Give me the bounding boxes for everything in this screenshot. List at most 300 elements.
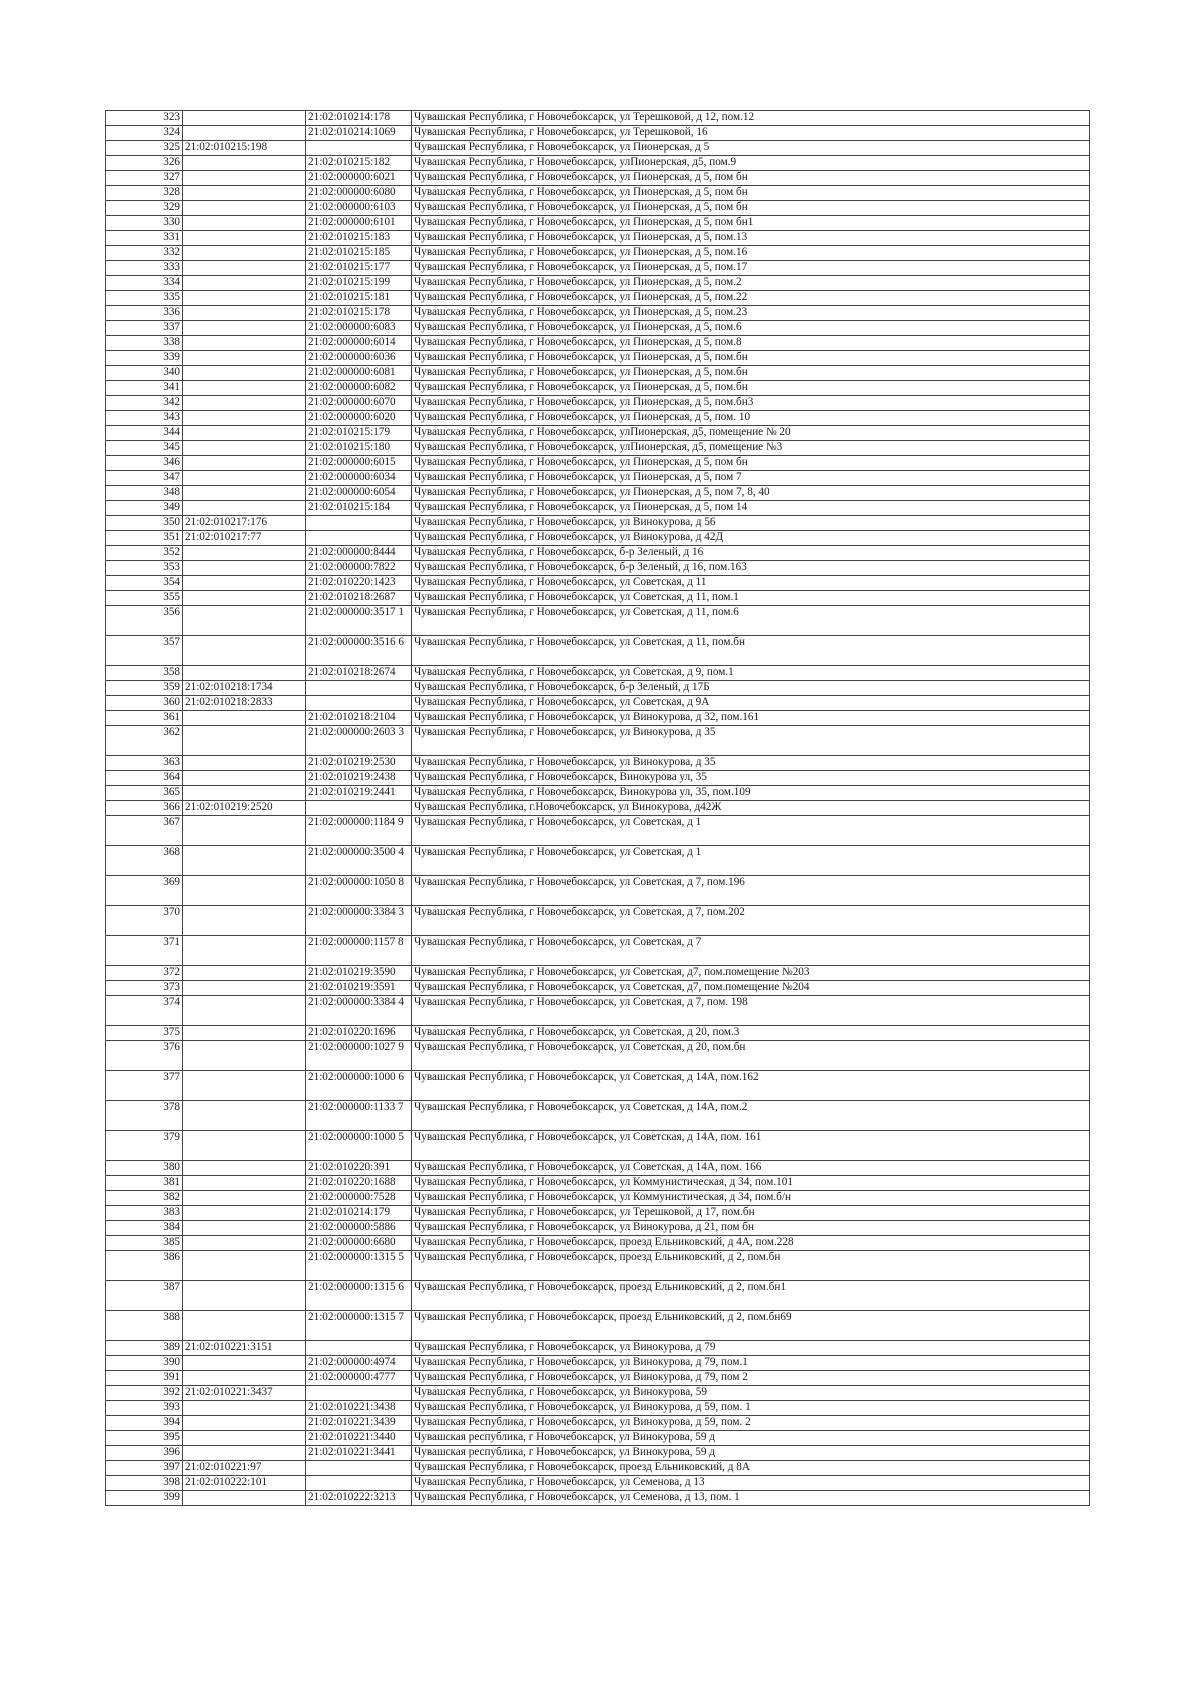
table-row [106, 591, 1090, 606]
table-row [106, 1221, 1090, 1236]
row-number-cell: 375 [106, 1026, 183, 1041]
premises-cadastral-cell: 21:02:010221:3438 [306, 1401, 412, 1416]
row-number-cell: 338 [106, 336, 183, 351]
address-cell: Чувашская Республика, г Новочебоксарск, проезд Ельниковский, д 8А [412, 1461, 1090, 1476]
table-row [106, 1071, 1090, 1101]
parcel-cadastral-cell [183, 1161, 306, 1176]
row-number-cell: 361 [106, 711, 183, 726]
table-row [106, 1416, 1090, 1431]
parcel-cadastral-cell [183, 1026, 306, 1041]
table-row [106, 1026, 1090, 1041]
premises-cadastral-cell: 21:02:010215:184 [306, 501, 412, 516]
parcel-cadastral-cell [183, 441, 306, 456]
parcel-cadastral-cell [183, 396, 306, 411]
table-row [106, 1101, 1090, 1131]
address-cell: Чувашская Республика, г Новочебоксарск, ул Пионерская, д 5, пом.16 [412, 246, 1090, 261]
row-number-cell: 347 [106, 471, 183, 486]
parcel-cadastral-cell [183, 786, 306, 801]
table-row [106, 276, 1090, 291]
address-cell: Чувашская республика, г Новочебоксарск, ул Винокурова, 59 д [412, 1431, 1090, 1446]
parcel-cadastral-cell [183, 981, 306, 996]
row-number-cell: 326 [106, 156, 183, 171]
parcel-cadastral-cell: 21:02:010218:1734 [183, 681, 306, 696]
premises-cadastral-cell: 21:02:010215:181 [306, 291, 412, 306]
row-number-cell: 379 [106, 1131, 183, 1161]
premises-cadastral-cell: 21:02:010221:3439 [306, 1416, 412, 1431]
table-row [106, 1191, 1090, 1206]
parcel-cadastral-cell [183, 186, 306, 201]
parcel-cadastral-cell [183, 1101, 306, 1131]
table-row [106, 381, 1090, 396]
table-row [106, 486, 1090, 501]
row-number-cell: 328 [106, 186, 183, 201]
row-number-cell: 363 [106, 756, 183, 771]
table-row [106, 396, 1090, 411]
address-cell: Чувашская Республика, г Новочебоксарск, ул Советская, д 14А, пом.162 [412, 1071, 1090, 1101]
row-number-cell: 364 [106, 771, 183, 786]
address-cell: Чувашская Республика, г Новочебоксарск, ул Винокурова, д 32, пом.161 [412, 711, 1090, 726]
parcel-cadastral-cell [183, 1356, 306, 1371]
premises-cadastral-cell: 21:02:010220:1696 [306, 1026, 412, 1041]
parcel-cadastral-cell [183, 846, 306, 876]
row-number-cell: 380 [106, 1161, 183, 1176]
address-cell: Чувашская Республика, г Новочебоксарск, ул Семенова, д 13, пом. 1 [412, 1491, 1090, 1506]
parcel-cadastral-cell [183, 351, 306, 366]
premises-cadastral-cell: 21:02:000000:1157 8 [306, 936, 412, 966]
address-cell: Чувашская Республика, г Новочебоксарск, ул Пионерская, д 5, пом 7, 8, 40 [412, 486, 1090, 501]
premises-cadastral-cell: 21:02:000000:8444 [306, 546, 412, 561]
address-cell: Чувашская Республика, г Новочебоксарск, Винокурова ул, 35 [412, 771, 1090, 786]
parcel-cadastral-cell [183, 771, 306, 786]
table-row [106, 171, 1090, 186]
premises-cadastral-cell: 21:02:000000:3516 6 [306, 636, 412, 666]
row-number-cell: 365 [106, 786, 183, 801]
parcel-cadastral-cell [183, 1221, 306, 1236]
row-number-cell: 346 [106, 456, 183, 471]
table-row [106, 681, 1090, 696]
row-number-cell: 396 [106, 1446, 183, 1461]
row-number-cell: 366 [106, 801, 183, 816]
premises-cadastral-cell: 21:02:000000:6021 [306, 171, 412, 186]
table-row [106, 1131, 1090, 1161]
row-number-cell: 398 [106, 1476, 183, 1491]
parcel-cadastral-cell [183, 966, 306, 981]
table-row [106, 606, 1090, 636]
table-row [106, 1356, 1090, 1371]
parcel-cadastral-cell [183, 1176, 306, 1191]
premises-cadastral-cell: 21:02:000000:6083 [306, 321, 412, 336]
address-cell: Чувашская Республика, г Новочебоксарск, ул Советская, д7, пом.помещение №204 [412, 981, 1090, 996]
address-cell: Чувашская Республика, г Новочебоксарск, ул Пионерская, д 5, пом.6 [412, 321, 1090, 336]
table-row [106, 846, 1090, 876]
premises-cadastral-cell: 21:02:010219:3591 [306, 981, 412, 996]
premises-cadastral-cell: 21:02:010219:2438 [306, 771, 412, 786]
row-number-cell: 324 [106, 126, 183, 141]
row-number-cell: 335 [106, 291, 183, 306]
address-cell: Чувашская Республика, г Новочебоксарск, ул Пионерская, д 5, пом.8 [412, 336, 1090, 351]
parcel-cadastral-cell [183, 936, 306, 966]
parcel-cadastral-cell [183, 126, 306, 141]
premises-cadastral-cell: 21:02:010221:3441 [306, 1446, 412, 1461]
parcel-cadastral-cell [183, 726, 306, 756]
row-number-cell: 332 [106, 246, 183, 261]
row-number-cell: 386 [106, 1251, 183, 1281]
address-cell: Чувашская Республика, г Новочебоксарск, ул Винокурова, д 56 [412, 516, 1090, 531]
parcel-cadastral-cell [183, 1041, 306, 1071]
parcel-cadastral-cell [183, 816, 306, 846]
table-row [106, 1386, 1090, 1401]
address-cell: Чувашская Республика, г Новочебоксарск, ул Советская, д 9, пом.1 [412, 666, 1090, 681]
table-row [106, 1236, 1090, 1251]
premises-cadastral-cell: 21:02:000000:1000 5 [306, 1131, 412, 1161]
parcel-cadastral-cell: 21:02:010219:2520 [183, 801, 306, 816]
table-row [106, 366, 1090, 381]
row-number-cell: 337 [106, 321, 183, 336]
parcel-cadastral-cell [183, 1281, 306, 1311]
parcel-cadastral-cell [183, 1431, 306, 1446]
premises-cadastral-cell: 21:02:000000:6036 [306, 351, 412, 366]
table-row [106, 456, 1090, 471]
premises-cadastral-cell: 21:02:000000:1000 6 [306, 1071, 412, 1101]
premises-cadastral-cell: 21:02:010215:199 [306, 276, 412, 291]
parcel-cadastral-cell [183, 231, 306, 246]
table-row [106, 756, 1090, 771]
premises-cadastral-cell: 21:02:010218:2104 [306, 711, 412, 726]
parcel-cadastral-cell [183, 246, 306, 261]
parcel-cadastral-cell [183, 291, 306, 306]
row-number-cell: 367 [106, 816, 183, 846]
table-row [106, 876, 1090, 906]
premises-cadastral-cell: 21:02:010214:1069 [306, 126, 412, 141]
address-cell: Чувашская Республика, г Новочебоксарск, ул Винокурова, д 35 [412, 756, 1090, 771]
row-number-cell: 343 [106, 411, 183, 426]
table-row [106, 561, 1090, 576]
table-row [106, 1041, 1090, 1071]
parcel-cadastral-cell [183, 1416, 306, 1431]
parcel-cadastral-cell [183, 426, 306, 441]
row-number-cell: 371 [106, 936, 183, 966]
register-table-body [106, 111, 1090, 1506]
parcel-cadastral-cell [183, 1371, 306, 1386]
address-cell: Чувашская Республика, г Новочебоксарск, ул Коммунистическая, д 34, пом.б/н [412, 1191, 1090, 1206]
premises-cadastral-cell: 21:02:010219:2441 [306, 786, 412, 801]
address-cell: Чувашская Республика, г Новочебоксарск, ул Семенова, д 13 [412, 1476, 1090, 1491]
parcel-cadastral-cell [183, 546, 306, 561]
address-cell: Чувашская Республика, г Новочебоксарск, ул Пионерская, д 5, пом 14 [412, 501, 1090, 516]
parcel-cadastral-cell [183, 591, 306, 606]
row-number-cell: 392 [106, 1386, 183, 1401]
parcel-cadastral-cell [183, 1206, 306, 1221]
premises-cadastral-cell [306, 1461, 412, 1476]
table-row [106, 906, 1090, 936]
table-row [106, 981, 1090, 996]
row-number-cell: 342 [106, 396, 183, 411]
address-cell: Чувашская Республика, г Новочебоксарск, улПионерская, д5, помещение №3 [412, 441, 1090, 456]
address-cell: Чувашская Республика, г Новочебоксарск, ул Советская, д 11, пом.бн [412, 636, 1090, 666]
parcel-cadastral-cell [183, 366, 306, 381]
row-number-cell: 345 [106, 441, 183, 456]
address-cell: Чувашская Республика, г Новочебоксарск, ул Советская, д 14А, пом. 161 [412, 1131, 1090, 1161]
premises-cadastral-cell: 21:02:010215:182 [306, 156, 412, 171]
row-number-cell: 382 [106, 1191, 183, 1206]
table-row [106, 996, 1090, 1026]
premises-cadastral-cell: 21:02:000000:6080 [306, 186, 412, 201]
row-number-cell: 356 [106, 606, 183, 636]
address-cell: Чувашская Республика, г Новочебоксарск, ул Пионерская, д 5, пом бн1 [412, 216, 1090, 231]
row-number-cell: 378 [106, 1101, 183, 1131]
premises-cadastral-cell: 21:02:000000:7822 [306, 561, 412, 576]
parcel-cadastral-cell [183, 561, 306, 576]
table-row [106, 1431, 1090, 1446]
row-number-cell: 372 [106, 966, 183, 981]
table-row [106, 1476, 1090, 1491]
premises-cadastral-cell [306, 531, 412, 546]
row-number-cell: 334 [106, 276, 183, 291]
premises-cadastral-cell: 21:02:000000:1315 5 [306, 1251, 412, 1281]
row-number-cell: 344 [106, 426, 183, 441]
address-cell: Чувашская Республика, г Новочебоксарск, ул Винокурова, д 21, пом бн [412, 1221, 1090, 1236]
row-number-cell: 340 [106, 366, 183, 381]
table-row [106, 1176, 1090, 1191]
premises-cadastral-cell [306, 801, 412, 816]
premises-cadastral-cell: 21:02:000000:6070 [306, 396, 412, 411]
row-number-cell: 325 [106, 141, 183, 156]
row-number-cell: 397 [106, 1461, 183, 1476]
table-row [106, 966, 1090, 981]
row-number-cell: 330 [106, 216, 183, 231]
parcel-cadastral-cell [183, 576, 306, 591]
parcel-cadastral-cell: 21:02:010217:176 [183, 516, 306, 531]
row-number-cell: 357 [106, 636, 183, 666]
row-number-cell: 336 [106, 306, 183, 321]
table-row [106, 801, 1090, 816]
address-cell: Чувашская Республика, г Новочебоксарск, ул Пионерская, д 5, пом бн [412, 186, 1090, 201]
parcel-cadastral-cell [183, 1071, 306, 1101]
table-row [106, 336, 1090, 351]
table-row [106, 201, 1090, 216]
address-cell: Чувашская Республика, г Новочебоксарск, ул Пионерская, д 5, пом.бн [412, 351, 1090, 366]
parcel-cadastral-cell [183, 411, 306, 426]
table-row [106, 471, 1090, 486]
row-number-cell: 355 [106, 591, 183, 606]
parcel-cadastral-cell [183, 666, 306, 681]
address-cell: Чувашская Республика, г Новочебоксарск, улПионерская, д5, помещение № 20 [412, 426, 1090, 441]
address-cell: Чувашская Республика, г Новочебоксарск, ул Советская, д 7, пом.196 [412, 876, 1090, 906]
premises-cadastral-cell [306, 141, 412, 156]
table-row [106, 411, 1090, 426]
row-number-cell: 349 [106, 501, 183, 516]
address-cell: Чувашская Республика, г Новочебоксарск, ул Советская, д 9А [412, 696, 1090, 711]
address-cell: Чувашская Республика, г Новочебоксарск, ул Советская, д 14А, пом.2 [412, 1101, 1090, 1131]
table-row [106, 1341, 1090, 1356]
address-cell: Чувашская Республика, г Новочебоксарск, проезд Ельниковский, д 4А, пом.228 [412, 1236, 1090, 1251]
address-cell: Чувашская Республика, г Новочебоксарск, ул Советская, д 11, пом.1 [412, 591, 1090, 606]
row-number-cell: 368 [106, 846, 183, 876]
premises-cadastral-cell: 21:02:000000:6680 [306, 1236, 412, 1251]
row-number-cell: 339 [106, 351, 183, 366]
table-row [106, 666, 1090, 681]
table-row [106, 1206, 1090, 1221]
premises-cadastral-cell: 21:02:010221:3440 [306, 1431, 412, 1446]
parcel-cadastral-cell [183, 606, 306, 636]
row-number-cell: 329 [106, 201, 183, 216]
premises-cadastral-cell: 21:02:000000:1133 7 [306, 1101, 412, 1131]
parcel-cadastral-cell [183, 261, 306, 276]
premises-cadastral-cell [306, 1386, 412, 1401]
row-number-cell: 354 [106, 576, 183, 591]
address-cell: Чувашская Республика, г Новочебоксарск, ул Пионерская, д 5, пом бн [412, 171, 1090, 186]
table-row [106, 1281, 1090, 1311]
parcel-cadastral-cell [183, 1311, 306, 1341]
premises-cadastral-cell: 21:02:000000:6014 [306, 336, 412, 351]
table-row [106, 186, 1090, 201]
row-number-cell: 395 [106, 1431, 183, 1446]
address-cell: Чувашская Республика, г Новочебоксарск, ул Пионерская, д 5, пом.бн [412, 366, 1090, 381]
row-number-cell: 373 [106, 981, 183, 996]
table-row [106, 126, 1090, 141]
parcel-cadastral-cell: 21:02:010221:3151 [183, 1341, 306, 1356]
parcel-cadastral-cell: 21:02:010221:97 [183, 1461, 306, 1476]
row-number-cell: 360 [106, 696, 183, 711]
row-number-cell: 348 [106, 486, 183, 501]
address-cell: Чувашская Республика, г Новочебоксарск, ул Пионерская, д 5, пом 7 [412, 471, 1090, 486]
premises-cadastral-cell [306, 516, 412, 531]
table-row [106, 291, 1090, 306]
premises-cadastral-cell: 21:02:010215:185 [306, 246, 412, 261]
address-cell: Чувашская Республика, г Новочебоксарск, ул Пионерская, д 5, пом бн [412, 201, 1090, 216]
row-number-cell: 381 [106, 1176, 183, 1191]
parcel-cadastral-cell: 21:02:010222:101 [183, 1476, 306, 1491]
address-cell: Чувашская Республика, г Новочебоксарск, ул Винокурова, д 79, пом.1 [412, 1356, 1090, 1371]
premises-cadastral-cell: 21:02:000000:6054 [306, 486, 412, 501]
table-row [106, 261, 1090, 276]
premises-cadastral-cell: 21:02:010215:180 [306, 441, 412, 456]
table-row [106, 771, 1090, 786]
address-cell: Чувашская Республика, г Новочебоксарск, ул Советская, д 14А, пом. 166 [412, 1161, 1090, 1176]
address-cell: Чувашская Республика, г Новочебоксарск, ул Пионерская, д 5, пом.23 [412, 306, 1090, 321]
address-cell: Чувашская Республика, г Новочебоксарск, ул Винокурова, д 79, пом 2 [412, 1371, 1090, 1386]
property-register-table [105, 110, 1090, 1506]
parcel-cadastral-cell [183, 636, 306, 666]
premises-cadastral-cell: 21:02:010214:179 [306, 1206, 412, 1221]
row-number-cell: 362 [106, 726, 183, 756]
premises-cadastral-cell: 21:02:000000:2603 3 [306, 726, 412, 756]
premises-cadastral-cell: 21:02:010215:177 [306, 261, 412, 276]
premises-cadastral-cell: 21:02:010222:3213 [306, 1491, 412, 1506]
premises-cadastral-cell: 21:02:000000:7528 [306, 1191, 412, 1206]
premises-cadastral-cell: 21:02:000000:6034 [306, 471, 412, 486]
address-cell: Чувашская Республика, г Новочебоксарск, ул Советская, д 7, пом. 198 [412, 996, 1090, 1026]
premises-cadastral-cell: 21:02:010220:1688 [306, 1176, 412, 1191]
parcel-cadastral-cell [183, 171, 306, 186]
parcel-cadastral-cell: 21:02:010218:2833 [183, 696, 306, 711]
table-row [106, 111, 1090, 126]
address-cell: Чувашская Республика, г Новочебоксарск, Винокурова ул, 35, пом.109 [412, 786, 1090, 801]
address-cell: Чувашская Республика, г Новочебоксарск, ул Терешковой, д 12, пом.12 [412, 111, 1090, 126]
parcel-cadastral-cell [183, 1236, 306, 1251]
parcel-cadastral-cell: 21:02:010221:3437 [183, 1386, 306, 1401]
address-cell: Чувашская Республика, г Новочебоксарск, ул Пионерская, д 5, пом.2 [412, 276, 1090, 291]
row-number-cell: 388 [106, 1311, 183, 1341]
parcel-cadastral-cell [183, 216, 306, 231]
parcel-cadastral-cell [183, 1401, 306, 1416]
address-cell: Чувашская Республика, г Новочебоксарск, ул Терешковой, 16 [412, 126, 1090, 141]
address-cell: Чувашская Республика, г Новочебоксарск, ул Винокурова, д 59, пом. 2 [412, 1416, 1090, 1431]
row-number-cell: 399 [106, 1491, 183, 1506]
table-row [106, 321, 1090, 336]
parcel-cadastral-cell [183, 201, 306, 216]
premises-cadastral-cell: 21:02:000000:1315 7 [306, 1311, 412, 1341]
row-number-cell: 376 [106, 1041, 183, 1071]
row-number-cell: 359 [106, 681, 183, 696]
premises-cadastral-cell: 21:02:010219:2530 [306, 756, 412, 771]
row-number-cell: 353 [106, 561, 183, 576]
parcel-cadastral-cell [183, 906, 306, 936]
table-row [106, 426, 1090, 441]
premises-cadastral-cell: 21:02:010220:391 [306, 1161, 412, 1176]
premises-cadastral-cell: 21:02:010215:183 [306, 231, 412, 246]
table-row [106, 156, 1090, 171]
row-number-cell: 391 [106, 1371, 183, 1386]
table-row [106, 246, 1090, 261]
table-row [106, 501, 1090, 516]
address-cell: Чувашская Республика, г Новочебоксарск, ул Винокурова, д 42Д [412, 531, 1090, 546]
premises-cadastral-cell [306, 1341, 412, 1356]
address-cell: Чувашская Республика, г Новочебоксарск, ул Винокурова, д 35 [412, 726, 1090, 756]
premises-cadastral-cell [306, 1476, 412, 1491]
premises-cadastral-cell: 21:02:000000:3384 4 [306, 996, 412, 1026]
row-number-cell: 351 [106, 531, 183, 546]
table-row [106, 1461, 1090, 1476]
table-row [106, 306, 1090, 321]
table-row [106, 711, 1090, 726]
parcel-cadastral-cell: 21:02:010217:77 [183, 531, 306, 546]
address-cell: Чувашская Республика, г Новочебоксарск, ул Советская, д 11 [412, 576, 1090, 591]
row-number-cell: 370 [106, 906, 183, 936]
table-row [106, 1251, 1090, 1281]
premises-cadastral-cell: 21:02:000000:6101 [306, 216, 412, 231]
parcel-cadastral-cell [183, 486, 306, 501]
row-number-cell: 374 [106, 996, 183, 1026]
table-row [106, 351, 1090, 366]
row-number-cell: 327 [106, 171, 183, 186]
address-cell: Чувашская Республика, г Новочебоксарск, ул Советская, д 7, пом.202 [412, 906, 1090, 936]
parcel-cadastral-cell [183, 501, 306, 516]
address-cell: Чувашская Республика, г.Новочебоксарск, ул Винокурова, д42Ж [412, 801, 1090, 816]
table-row [106, 1371, 1090, 1386]
address-cell: Чувашская Республика, г Новочебоксарск, б-р Зеленый, д 16 [412, 546, 1090, 561]
address-cell: Чувашская Республика, г Новочебоксарск, ул Советская, д 20, пом.3 [412, 1026, 1090, 1041]
row-number-cell: 350 [106, 516, 183, 531]
premises-cadastral-cell: 21:02:000000:3500 4 [306, 846, 412, 876]
address-cell: Чувашская Республика, г Новочебоксарск, ул Советская, д 11, пом.6 [412, 606, 1090, 636]
row-number-cell: 390 [106, 1356, 183, 1371]
table-row [106, 141, 1090, 156]
address-cell: Чувашская Республика, г Новочебоксарск, улПионерская, д5, пом.9 [412, 156, 1090, 171]
premises-cadastral-cell [306, 696, 412, 711]
premises-cadastral-cell: 21:02:010219:3590 [306, 966, 412, 981]
row-number-cell: 387 [106, 1281, 183, 1311]
parcel-cadastral-cell [183, 1491, 306, 1506]
address-cell: Чувашская Республика, г Новочебоксарск, ул Советская, д 1 [412, 816, 1090, 846]
table-row [106, 786, 1090, 801]
parcel-cadastral-cell [183, 156, 306, 171]
row-number-cell: 333 [106, 261, 183, 276]
parcel-cadastral-cell [183, 1191, 306, 1206]
address-cell: Чувашская Республика, г Новочебоксарск, ул Советская, д 20, пом.бн [412, 1041, 1090, 1071]
table-row [106, 516, 1090, 531]
parcel-cadastral-cell [183, 711, 306, 726]
